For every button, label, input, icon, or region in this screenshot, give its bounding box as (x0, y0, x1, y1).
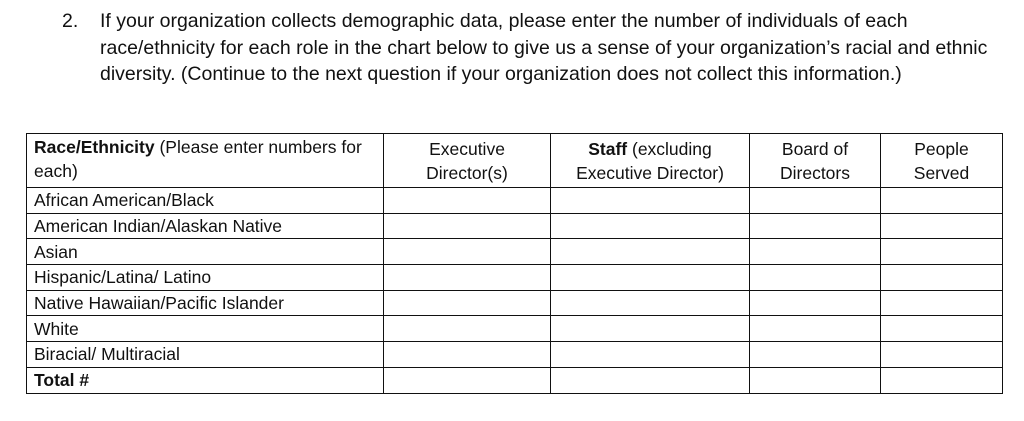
cell-staff[interactable] (551, 342, 750, 368)
cell-executive-director[interactable] (384, 290, 551, 316)
cell-staff[interactable] (551, 316, 750, 342)
header-race-label: Race/Ethnicity (34, 137, 155, 157)
question-text: If your organization collects demographic data, please enter the number of individuals of each race/ethnicity for each role in the chart below to give us a sense of your organization’s racial and ethnic diversity. (Continue to the next question if your organization does not collect this information.) (100, 10, 988, 85)
table-row (27, 290, 1003, 316)
row-label: African American/Black (27, 188, 384, 214)
header-race-note: (Please enter numbers for each) (34, 137, 362, 181)
demographics-table (26, 133, 1003, 394)
header-executive-director: Executive Director(s) (384, 134, 551, 188)
table-header-row (27, 134, 1003, 188)
cell-executive-director[interactable] (384, 265, 551, 291)
cell-board[interactable] (750, 367, 881, 393)
table-row (27, 265, 1003, 291)
total-label: Total # (27, 367, 384, 393)
header-staff (551, 134, 750, 188)
header-people-served: People Served (881, 134, 1003, 188)
cell-executive-director[interactable] (384, 239, 551, 265)
cell-executive-director[interactable] (384, 213, 551, 239)
row-label: Hispanic/Latina/ Latino (27, 265, 384, 291)
cell-board[interactable] (750, 342, 881, 368)
cell-executive-director[interactable] (384, 316, 551, 342)
header-staff-note: (excluding Executive Director) (576, 138, 724, 183)
header-board-of-directors: Board of Directors (750, 134, 881, 188)
cell-people-served[interactable] (881, 290, 1003, 316)
cell-staff[interactable] (551, 265, 750, 291)
cell-executive-director[interactable] (384, 367, 551, 393)
cell-board[interactable] (750, 316, 881, 342)
cell-people-served[interactable] (881, 316, 1003, 342)
total-row (27, 367, 1003, 393)
table-row (27, 239, 1003, 265)
header-staff-label: Staff (588, 138, 628, 159)
table-row (27, 213, 1003, 239)
row-label: White (27, 316, 384, 342)
cell-executive-director[interactable] (384, 342, 551, 368)
cell-executive-director[interactable] (384, 188, 551, 214)
question-block (62, 8, 1012, 88)
cell-people-served[interactable] (881, 213, 1003, 239)
row-label: American Indian/Alaskan Native (27, 213, 384, 239)
cell-people-served[interactable] (881, 342, 1003, 368)
question-number: 2. (62, 10, 79, 32)
cell-board[interactable] (750, 290, 881, 316)
table-row (27, 342, 1003, 368)
table-row (27, 188, 1003, 214)
cell-staff[interactable] (551, 213, 750, 239)
table-row (27, 316, 1003, 342)
cell-board[interactable] (750, 213, 881, 239)
cell-board[interactable] (750, 239, 881, 265)
cell-people-served[interactable] (881, 188, 1003, 214)
cell-staff[interactable] (551, 367, 750, 393)
cell-board[interactable] (750, 188, 881, 214)
header-race-ethnicity (27, 134, 384, 188)
cell-staff[interactable] (551, 239, 750, 265)
cell-staff[interactable] (551, 188, 750, 214)
cell-board[interactable] (750, 265, 881, 291)
row-label: Asian (27, 239, 384, 265)
cell-people-served[interactable] (881, 239, 1003, 265)
cell-staff[interactable] (551, 290, 750, 316)
row-label: Biracial/ Multiracial (27, 342, 384, 368)
cell-people-served[interactable] (881, 265, 1003, 291)
cell-people-served[interactable] (881, 367, 1003, 393)
row-label: Native Hawaiian/Pacific Islander (27, 290, 384, 316)
